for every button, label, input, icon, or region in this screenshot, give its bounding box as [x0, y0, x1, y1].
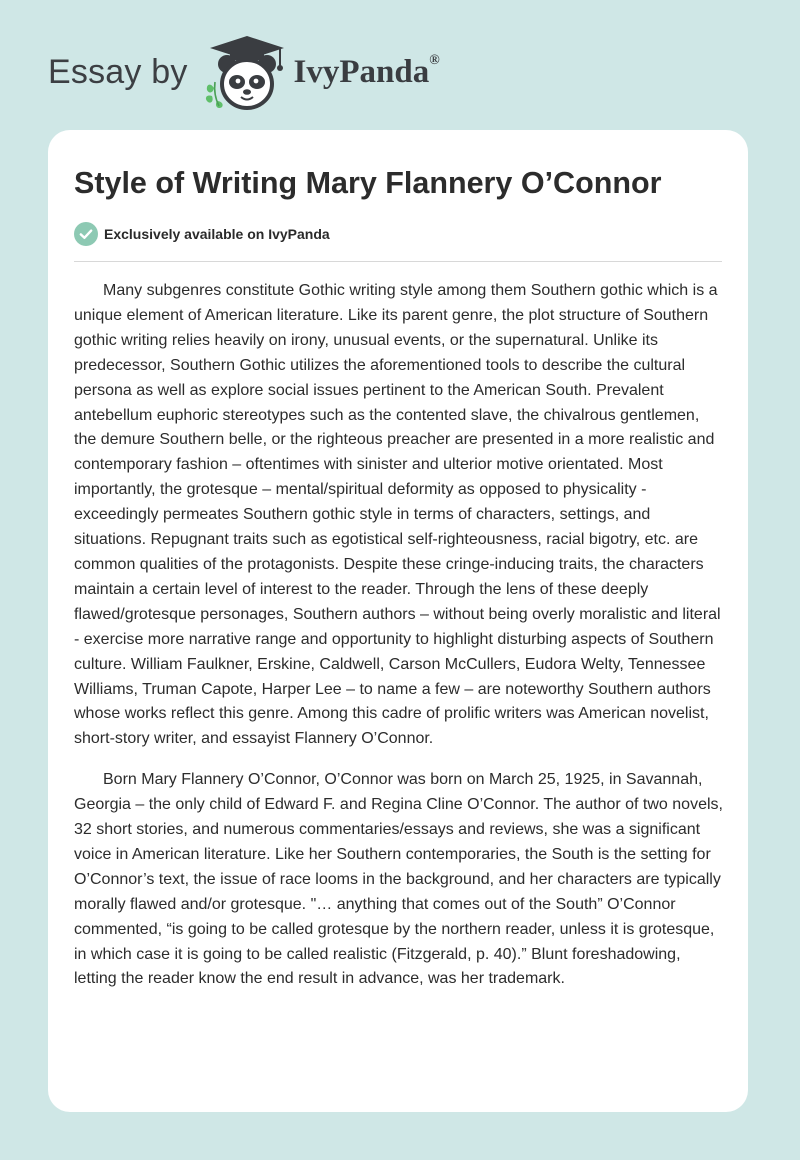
brand-header[interactable] [48, 30, 440, 114]
essay-title: Style of Writing Mary Flannery O’Connor [74, 166, 662, 200]
registered-mark: ® [429, 52, 440, 68]
essay-paragraph: Many subgenres constitute Gothic writing style among them Southern gothic which is a unique element of American literature. Like its parent genre, the plot structure of Southern gothic writing relies heavily on irony, unusual events, or the supernatural. Unlike its predecessor, Southern Gothic utilizes the aforementioned tools to describe the cultural persona as well as explore social issues pertinent to the American South. Prevalent antebellum euphoric stereotypes such as the contented slave, the chivalrous gentlemen, the demure Southern belle, or the righteous preacher are presented in a more realistic and contemporary fashion – oftentimes with sinister and ulterior motive orientated. Most importantly, the grotesque – mental/spiritual deformity as opposed to physicality - exceedingly permeates Southern gothic style in terms of characters, settings, and situations. Repugnant traits such as egotistical self-righteousness, racial bigotry, etc. are common qualities of the protagonists. Despite these cringe-inducing traits, the characters maintain a certain level of interest to the reader. Through the lens of these deeply flawed/grotesque personages, Southern authors – without being overly moralistic and literal - exercise more narrative range and opportunity to highlight disturbing aspects of Southern culture. William Faulkner, Erskine, Caldwell, Carson McCullers, Eudora Welty, Tennessee Williams, Truman Capote, Harper Lee – to name a few – are noteworthy Southern authors whose works reflect this genre. Among this cadre of prolific writers was American novelist, short-story writer, and essayist Flannery O’Connor. [74, 282, 721, 748]
panda-graduate-icon [200, 30, 292, 114]
exclusive-badge [74, 222, 330, 246]
essay-paragraph: Born Mary Flannery O’Connor, O’Connor was born on March 25, 1925, in Savannah, Georgia – the only child of Edward F. and Regina Cline O’Connor. The author of two novels, 32 short stories, and numerous commentaries/essays and reviews, she was a significant voice in American literature. Like her Southern contemporaries, the South is the setting for O’Connor’s text, the issue of race looms in the background, and her characters are typically morally flawed and/or grotesque. "… anything that comes out of the South” O’Connor commented, “is going to be called grotesque by the northern reader, unless it is grotesque, in which case it is going to be called realistic (Fitzgerald, p. 40).” Blunt foreshadowing, letting the reader know the end result in advance, was her trademark. [74, 771, 723, 988]
brand-name: IvyPanda® [293, 52, 440, 90]
essay-card [48, 130, 748, 1112]
check-circle-icon [74, 222, 98, 246]
brand-prefix: Essay by [48, 52, 188, 91]
essay-body [74, 279, 724, 1008]
divider [74, 261, 722, 262]
badge-label: Exclusively available on IvyPanda [104, 226, 330, 242]
